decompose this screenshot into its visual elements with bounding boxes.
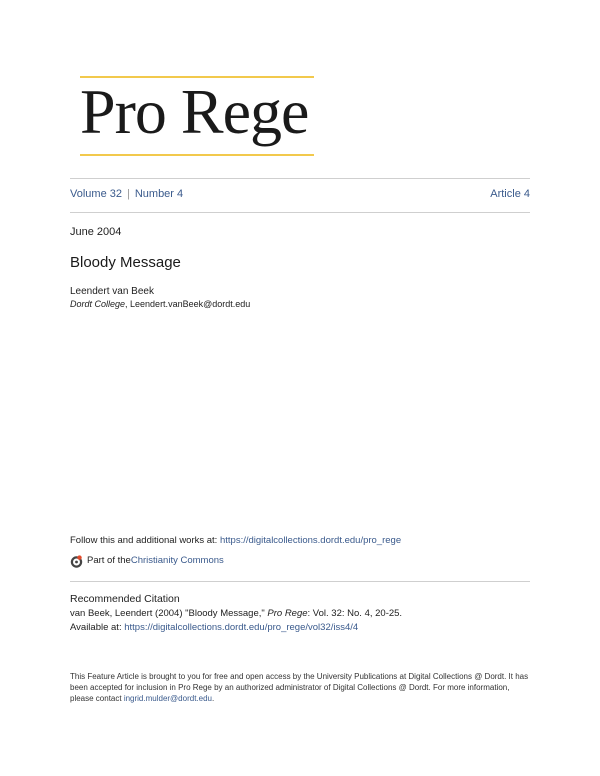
logo-rule-bottom [80, 154, 314, 156]
follow-text: Follow this and additional works at: [70, 535, 220, 546]
follow-line [70, 535, 401, 547]
access-notice [70, 671, 530, 704]
citation-volume: : Vol. 32: No. 4, 20-25. [307, 608, 403, 619]
article-title: Bloody Message [70, 254, 181, 271]
separator: | [126, 188, 130, 200]
issue-info [70, 187, 530, 201]
citation-url[interactable]: https://digitalcollections.dordt.edu/pro_rege/vol32/iss4/4 [124, 622, 359, 633]
divider [70, 178, 530, 179]
contact-email-link[interactable]: ingrid.mulder@dordt.edu [123, 694, 212, 703]
number-link[interactable]: Number 4 [134, 188, 184, 200]
part-of-line [70, 554, 224, 568]
citation-journal: Pro Rege [267, 608, 308, 619]
journal-logo: Pro Rege [80, 76, 309, 147]
follow-link[interactable]: https://digitalcollections.dordt.edu/pro_rege [219, 535, 402, 546]
citation-text: van Beek, Leendert (2004) "Bloody Message," [70, 608, 268, 619]
access-notice-text: This Feature Article is brought to you for free and open access by the University Publications at Digital Collections @ Dordt. It has been accepted for inclusion in Pro Rege by an authorized administrator of Digital Collections @ Dordt. For more information, please contact [70, 672, 529, 703]
article-link[interactable]: Article 4 [490, 188, 530, 200]
author-affiliation [70, 298, 250, 310]
citation-heading: Recommended Citation [70, 593, 180, 605]
part-of-text: Part of the [87, 555, 131, 566]
available-label: Available at: [70, 622, 125, 633]
volume-link[interactable]: Volume 32 [70, 188, 122, 200]
divider [70, 581, 530, 582]
publication-date: June 2004 [70, 226, 122, 238]
discipline-link[interactable]: Christianity Commons [130, 555, 224, 566]
affiliation-name: Dordt College [70, 299, 126, 309]
author-name: Leendert van Beek [70, 286, 154, 297]
divider [70, 212, 530, 213]
author-email: , Leendert.vanBeek@dordt.edu [125, 299, 251, 309]
access-notice-end: . [211, 694, 215, 703]
citation-body [70, 607, 430, 635]
commons-network-icon [70, 555, 83, 568]
